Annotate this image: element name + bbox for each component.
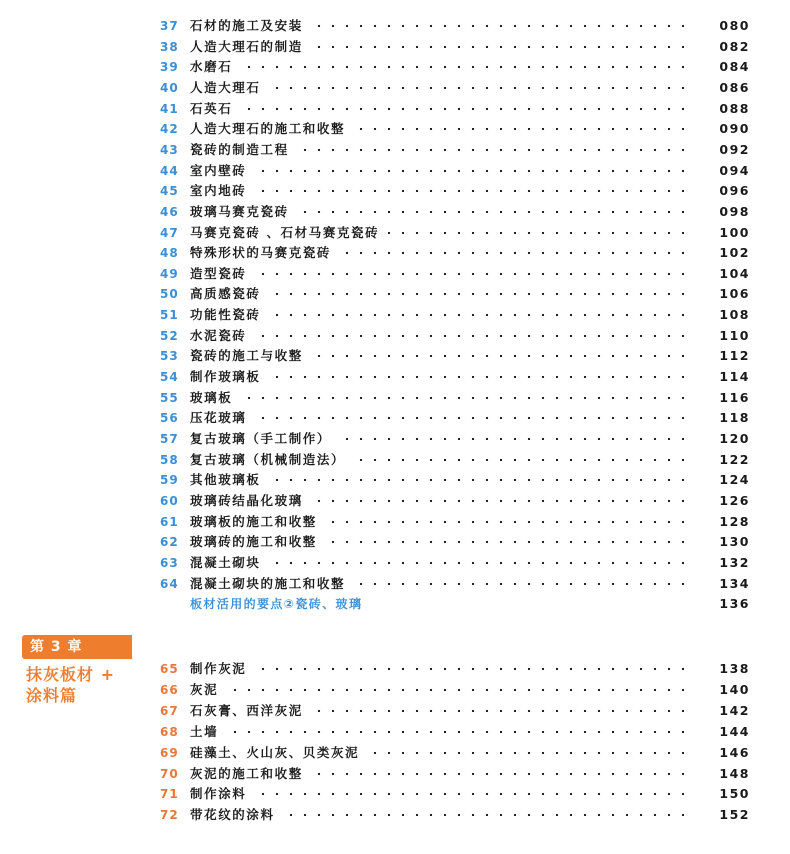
toc-entry xyxy=(0,408,790,428)
entry-title: 瓷砖的制造工程 xyxy=(190,142,289,157)
entry-number: 55 xyxy=(160,391,179,405)
entry-number: 50 xyxy=(160,287,179,301)
entry-title: 压花玻璃 xyxy=(190,410,247,425)
entry-page-number: 118 xyxy=(719,410,750,425)
dot-leader xyxy=(254,793,690,795)
entry-page-number: 084 xyxy=(719,59,750,74)
toc-entry xyxy=(0,161,790,181)
toc-entry xyxy=(0,470,790,490)
entry-number: 63 xyxy=(160,556,179,570)
entry-number: 56 xyxy=(160,411,179,425)
entry-title: 制作玻璃板 xyxy=(190,369,261,384)
entry-title: 硅藻土、火山灰、贝类灰泥 xyxy=(190,745,360,760)
toc-entry xyxy=(0,553,790,573)
dot-leader xyxy=(254,335,690,337)
toc-entry xyxy=(0,388,790,408)
entry-page-number: 140 xyxy=(719,682,750,697)
chapter-badge-label: 第 3 章 xyxy=(30,639,83,655)
entry-number: 62 xyxy=(160,535,179,549)
entry-title: 马赛克瓷砖 、石材马赛克瓷砖 xyxy=(190,225,380,240)
toc-entry xyxy=(0,532,790,552)
entry-page-number: 148 xyxy=(719,766,750,781)
toc-entry xyxy=(0,37,790,57)
toc-entry xyxy=(0,181,790,201)
toc-entry xyxy=(0,574,790,594)
chapter-badge xyxy=(22,635,132,659)
toc-entry xyxy=(0,429,790,449)
dot-leader xyxy=(311,46,690,48)
dot-leader xyxy=(254,417,690,419)
entry-number: 39 xyxy=(160,60,179,74)
entry-title: 石灰膏、西洋灰泥 xyxy=(190,703,303,718)
toc-entry xyxy=(0,223,790,243)
dot-leader xyxy=(387,232,690,234)
entry-number: 58 xyxy=(160,453,179,467)
entry-page-number: 132 xyxy=(719,555,750,570)
entry-title: 玻璃砖结晶化玻璃 xyxy=(190,493,303,508)
entry-title: 特殊形状的马赛克瓷砖 xyxy=(190,245,332,260)
entry-number: 46 xyxy=(160,205,179,219)
entry-page-number: 122 xyxy=(719,452,750,467)
dot-leader xyxy=(353,128,690,130)
entry-title: 人造大理石的制造 xyxy=(190,39,303,54)
entry-title: 混凝土砌块 xyxy=(190,555,261,570)
dot-leader xyxy=(269,376,690,378)
toc-entry xyxy=(0,722,790,742)
dot-leader xyxy=(297,211,690,213)
entry-number: 53 xyxy=(160,349,179,363)
dot-leader xyxy=(283,814,690,816)
toc-entry xyxy=(0,326,790,346)
entry-number: 37 xyxy=(160,19,179,33)
entry-number: 41 xyxy=(160,102,179,116)
entry-page-number: 134 xyxy=(719,576,750,591)
entry-page-number: 098 xyxy=(719,204,750,219)
entry-page-number: 126 xyxy=(719,493,750,508)
entry-number: 43 xyxy=(160,143,179,157)
dot-leader xyxy=(226,731,690,733)
entry-number: 47 xyxy=(160,226,179,240)
entry-number: 61 xyxy=(160,515,179,529)
entry-title: 石英石 xyxy=(190,101,233,116)
entry-number: 68 xyxy=(160,725,179,739)
entry-title: 室内壁砖 xyxy=(190,163,247,178)
entry-title: 功能性瓷砖 xyxy=(190,307,261,322)
dot-leader xyxy=(240,397,690,399)
toc-entry xyxy=(0,305,790,325)
entry-number: 60 xyxy=(160,494,179,508)
entry-page-number: 106 xyxy=(719,286,750,301)
section-note-entry xyxy=(0,594,790,614)
dot-leader xyxy=(269,293,690,295)
entry-page-number: 144 xyxy=(719,724,750,739)
entry-title: 混凝土砌块的施工和收整 xyxy=(190,576,346,591)
entry-number: 71 xyxy=(160,787,179,801)
toc-entry xyxy=(0,57,790,77)
entry-number: 42 xyxy=(160,122,179,136)
chapter-title-line-1: 抹灰板材 + xyxy=(26,665,115,684)
entry-page-number: 088 xyxy=(719,101,750,116)
entry-title: 人造大理石 xyxy=(190,80,261,95)
entry-title: 玻璃板的施工和收整 xyxy=(190,514,317,529)
entry-page-number: 150 xyxy=(719,786,750,801)
toc-entry xyxy=(0,450,790,470)
entry-page-number: 102 xyxy=(719,245,750,260)
entry-title: 石材的施工及安装 xyxy=(190,18,303,33)
entry-page-number: 092 xyxy=(719,142,750,157)
entry-title: 高质感瓷砖 xyxy=(190,286,261,301)
entry-number: 40 xyxy=(160,81,179,95)
dot-leader xyxy=(339,252,690,254)
entry-number: 66 xyxy=(160,683,179,697)
entry-page-number: 116 xyxy=(719,390,750,405)
dot-leader xyxy=(311,355,690,357)
dot-leader xyxy=(311,710,690,712)
entry-number: 72 xyxy=(160,808,179,822)
toc-entry xyxy=(0,78,790,98)
entry-title: 玻璃马赛克瓷砖 xyxy=(190,204,289,219)
entry-page-number: 120 xyxy=(719,431,750,446)
entry-number: 52 xyxy=(160,329,179,343)
entry-page-number: 108 xyxy=(719,307,750,322)
entry-title: 人造大理石的施工和收整 xyxy=(190,121,346,136)
toc-entry xyxy=(0,99,790,119)
dot-leader xyxy=(254,190,690,192)
toc-entry xyxy=(0,284,790,304)
chapter-title-line-2: 涂料篇 xyxy=(26,686,78,705)
dot-leader xyxy=(311,500,690,502)
entry-page-number: 114 xyxy=(719,369,750,384)
entry-title: 土墙 xyxy=(190,724,219,739)
entry-page-number: 124 xyxy=(719,472,750,487)
toc-entry xyxy=(0,264,790,284)
toc-entry xyxy=(0,16,790,36)
dot-leader xyxy=(226,689,690,691)
entry-number: 69 xyxy=(160,746,179,760)
dot-leader xyxy=(254,668,690,670)
entry-title: 灰泥 xyxy=(190,682,219,697)
entry-title: 室内地砖 xyxy=(190,183,247,198)
toc-entry xyxy=(0,805,790,825)
entry-number: 38 xyxy=(160,40,179,54)
entry-number: 67 xyxy=(160,704,179,718)
entry-page-number: 090 xyxy=(719,121,750,136)
entry-title: 带花纹的涂料 xyxy=(190,807,275,822)
entry-title: 制作涂料 xyxy=(190,786,247,801)
dot-leader xyxy=(311,773,690,775)
toc-entry xyxy=(0,743,790,763)
toc-entry xyxy=(0,367,790,387)
dot-leader xyxy=(269,314,690,316)
dot-leader xyxy=(353,583,690,585)
entry-title: 瓷砖的施工与收整 xyxy=(190,348,303,363)
dot-leader xyxy=(325,521,690,523)
entry-page-number: 130 xyxy=(719,534,750,549)
chapter-title xyxy=(26,664,136,706)
entry-page-number: 138 xyxy=(719,661,750,676)
entry-title: 复古玻璃（手工制作） xyxy=(190,431,332,446)
toc-entry xyxy=(0,119,790,139)
entry-title: 玻璃板 xyxy=(190,390,233,405)
toc-entry xyxy=(0,243,790,263)
entry-title: 制作灰泥 xyxy=(190,661,247,676)
entry-number: 65 xyxy=(160,662,179,676)
entry-page-number: 112 xyxy=(719,348,750,363)
dot-leader xyxy=(297,149,690,151)
entry-page-number: 128 xyxy=(719,514,750,529)
entry-number: 44 xyxy=(160,164,179,178)
dot-leader xyxy=(339,438,690,440)
dot-leader xyxy=(269,562,690,564)
entry-page-number: 104 xyxy=(719,266,750,281)
dot-leader xyxy=(269,479,690,481)
entry-page-number: 082 xyxy=(719,39,750,54)
entry-title: 造型瓷砖 xyxy=(190,266,247,281)
entry-title: 玻璃砖的施工和收整 xyxy=(190,534,317,549)
toc-entry xyxy=(0,784,790,804)
section-note-title: 板材活用的要点②瓷砖、玻璃 xyxy=(190,597,363,611)
section-note-page-number: 136 xyxy=(719,596,750,611)
dot-leader xyxy=(269,87,690,89)
dot-leader xyxy=(367,752,690,754)
entry-page-number: 094 xyxy=(719,163,750,178)
entry-title: 水泥瓷砖 xyxy=(190,328,247,343)
entry-page-number: 080 xyxy=(719,18,750,33)
entry-page-number: 142 xyxy=(719,703,750,718)
dot-leader xyxy=(325,541,690,543)
entry-page-number: 146 xyxy=(719,745,750,760)
toc-entry xyxy=(0,202,790,222)
entry-number: 54 xyxy=(160,370,179,384)
entry-page-number: 152 xyxy=(719,807,750,822)
entry-number: 48 xyxy=(160,246,179,260)
entry-number: 64 xyxy=(160,577,179,591)
entry-title: 水磨石 xyxy=(190,59,233,74)
dot-leader xyxy=(353,459,690,461)
entry-number: 45 xyxy=(160,184,179,198)
entry-title: 灰泥的施工和收整 xyxy=(190,766,303,781)
entry-number: 70 xyxy=(160,767,179,781)
entry-page-number: 086 xyxy=(719,80,750,95)
toc-entry xyxy=(0,764,790,784)
dot-leader xyxy=(240,108,690,110)
toc-entry xyxy=(0,491,790,511)
entry-title: 复古玻璃（机械制造法） xyxy=(190,452,346,467)
entry-number: 51 xyxy=(160,308,179,322)
entry-title: 其他玻璃板 xyxy=(190,472,261,487)
toc-entry xyxy=(0,140,790,160)
entry-page-number: 096 xyxy=(719,183,750,198)
toc-entry xyxy=(0,346,790,366)
toc-entry xyxy=(0,512,790,532)
dot-leader xyxy=(254,273,690,275)
dot-leader xyxy=(254,170,690,172)
dot-leader xyxy=(240,66,690,68)
entry-page-number: 100 xyxy=(719,225,750,240)
entry-page-number: 110 xyxy=(719,328,750,343)
dot-leader xyxy=(311,25,690,27)
entry-number: 49 xyxy=(160,267,179,281)
entry-number: 59 xyxy=(160,473,179,487)
entry-number: 57 xyxy=(160,432,179,446)
